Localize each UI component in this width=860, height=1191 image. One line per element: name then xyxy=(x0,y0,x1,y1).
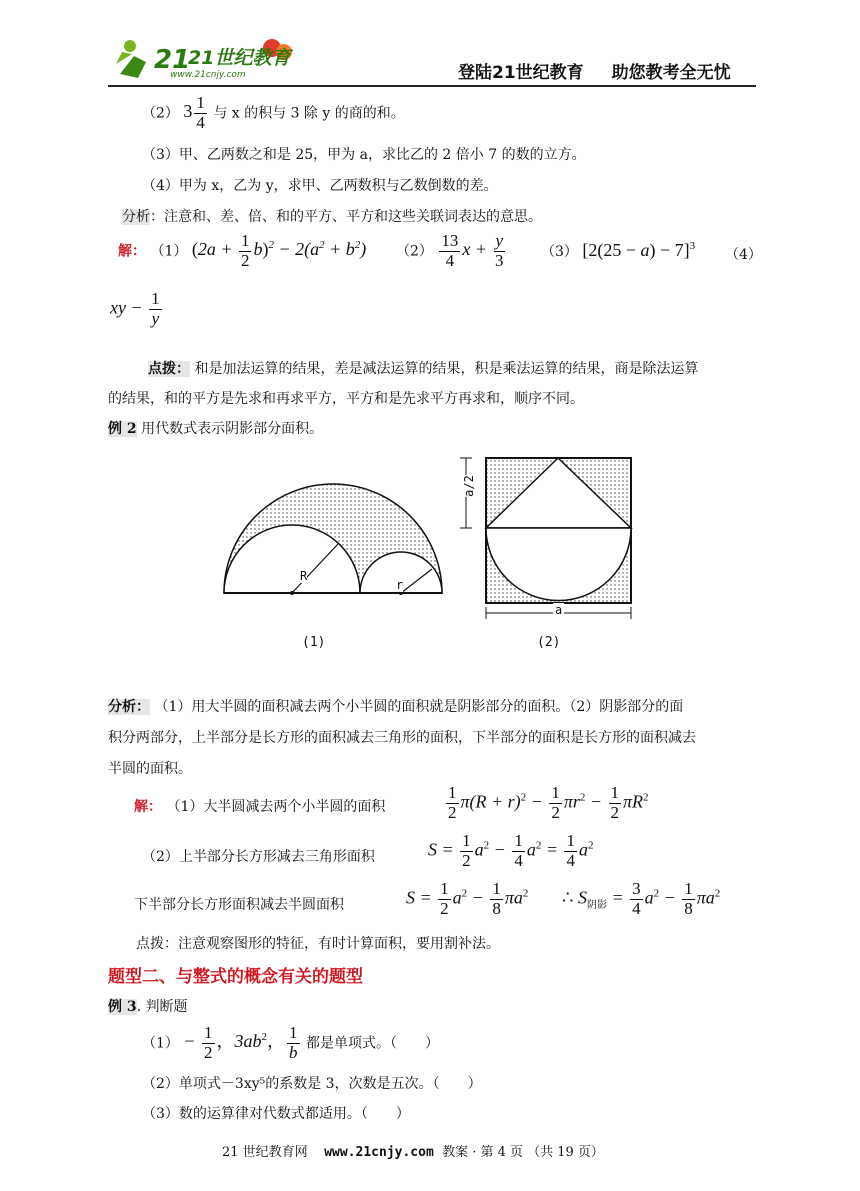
sol-expr-1: (2a + $\frac{1}{2}$ $b)^2 - 2(a^2 + b^2)$ xyxy=(191,231,367,270)
example-2-text: 用代数式表示阴影部分面积。 xyxy=(141,421,324,437)
judge-1-text: 都是单项式。（ ） xyxy=(305,1035,439,1052)
sol-expr-4: xy − $\frac{1}{y}$ xyxy=(110,289,160,328)
fig1-label-r: r xyxy=(396,578,404,592)
ex2-sol1-expr: $\frac{1}{2}$ $\pi(R + r)^2$ − $\frac{1}{2}$ $\pi r^2$ − $\frac{1}{2}$ $\pi R^2$ xyxy=(448,783,649,822)
judge-2: （2）单项式－3xy⁵的系数是 3，次数是五次。（ ） xyxy=(142,1076,482,1092)
solution-1 xyxy=(118,232,366,270)
analysis-1 xyxy=(122,206,542,226)
fig2-label-half: a/2 xyxy=(461,475,476,497)
ex2-sol3-expr: S = $\frac{1}{2}$ $a^2$ − $\frac{1}{8}$ $\pi a^2$ xyxy=(406,879,529,918)
analysis-text: ：注意和、差、倍、和的平方、平方和这些关联词表达的意思。 xyxy=(150,209,542,225)
fig2-caption: (2) xyxy=(537,635,561,650)
logo[interactable] xyxy=(112,34,302,86)
section-heading: 题型二、与整式的概念有关的题型 xyxy=(108,967,363,987)
fig2-label-a: a xyxy=(555,603,563,617)
question-2 xyxy=(142,94,405,132)
tip-text-1: 和是加法运算的结果，差是减法运算的结果，积是乘法运算的结果，商是除法运算 xyxy=(194,361,699,377)
svg-text:21: 21 xyxy=(154,45,191,75)
ex2-solution-label: 解： xyxy=(134,799,162,815)
solution-label: 解： xyxy=(118,243,146,260)
fig1-caption: (1) xyxy=(302,635,326,650)
mixed-number: 3 $\frac{1}{4}$ xyxy=(183,93,205,132)
fig2-half-den: 2 xyxy=(461,475,476,483)
ex2-sol3-text: 下半部分长方形面积减去半圆面积 xyxy=(134,897,344,913)
ex2-sol2-expr: S = $\frac{1}{2}$ $a^2$ − $\frac{1}{4}$ $a^2$ = $\frac{1}{4}$ $a^2$ xyxy=(428,831,594,870)
judge-1-expr: − $\frac{1}{2}$ ，$3ab^2$， $\frac{1}{b}$ xyxy=(183,1023,298,1062)
judge-3: （3）数的运算律对代数式都适用。（ ） xyxy=(142,1106,410,1122)
example-2 xyxy=(108,418,323,438)
ex2-sol1-text: （1）大半圆减去两个小半圆的面积 xyxy=(166,799,386,815)
analysis-2-label: 分析： xyxy=(108,699,150,715)
header-slogan xyxy=(458,58,759,83)
question-3: （3）甲、乙两数之和是 25，甲为 a，求比乙的 2 倍小 7 的数的立方。 xyxy=(142,147,586,163)
figure-2-square xyxy=(460,458,631,619)
solution-3 xyxy=(541,240,695,261)
judge-1 xyxy=(142,1024,439,1062)
footer-url[interactable]: www.21cnjy.com xyxy=(324,1145,434,1160)
header-rule xyxy=(108,85,756,87)
q2-text: 与 x 的积与 3 除 y 的商的和。 xyxy=(213,105,405,122)
question-4: （4）甲为 x，乙为 y，求甲、乙两数积与乙数倒数的差。 xyxy=(142,178,498,194)
analysis-2-line-1 xyxy=(108,696,683,716)
tip-label: 点拨： xyxy=(148,361,190,377)
solution-2 xyxy=(396,232,507,270)
ex2-sol2-text: （2）上半部分长方形减去三角形面积 xyxy=(142,849,375,865)
judge-1-number: （1） xyxy=(142,1035,179,1052)
analysis-2-line-2: 积分两部分，上半部分是长方形的面积减去三角形的面积，下半部分的面积是长方形的面积减去 xyxy=(108,730,696,746)
analysis-2-line-3: 半圆的面积。 xyxy=(108,761,192,777)
slogan-left: 登陆21世纪教育 xyxy=(458,63,584,83)
analysis-label: 分析 xyxy=(122,209,150,225)
sol-n2: （2） xyxy=(396,243,433,260)
fig2-half-num: a xyxy=(461,489,476,497)
footer-page-info: 教案 · 第 4 页 （共 19 页） xyxy=(442,1145,604,1160)
example-3-title: . 判断题 xyxy=(136,999,188,1015)
q2-number: （2） xyxy=(142,105,179,122)
sol-expr-2: $\frac{13}{4}$ x + $\frac{y}{3}$ xyxy=(441,231,504,270)
figures xyxy=(210,448,640,658)
ex2-solution-1 xyxy=(134,796,385,816)
tip-2: 的结果，和的平方是先求和再求平方，平方和是先求平方再求和，顺序不同。 xyxy=(108,391,584,407)
figure-1-semicircles xyxy=(224,484,442,595)
sol-expr-3: $[2(25 - a) - 7]^3$ xyxy=(582,240,696,260)
slogan-right: 助您教考全无忧 xyxy=(611,63,731,83)
shade-subscript: 阴影 xyxy=(586,899,607,911)
logo-text: 21世纪教育 xyxy=(188,47,291,69)
sol-n3: （3） xyxy=(541,244,578,260)
analysis-2-text-1: （1）用大半圆的面积减去两个小半圆的面积就是阴影部分的面积。（2）阴影部分的面 xyxy=(154,699,684,715)
example-2-label: 例 2 xyxy=(108,421,137,437)
logo-url: www.21cnjy.com xyxy=(170,70,246,80)
ex2-tip: 点拨：注意观察图形的特征，有时计算面积，要用割补法。 xyxy=(136,936,500,952)
ex2-therefore-expr: ∴ $S_{阴影}$ = $\frac{3}{4}$ $a^2$ − $\frac{1}{8}$ $\pi a^2$ xyxy=(562,879,721,918)
sol-n1: （1） xyxy=(150,243,188,260)
example-3-label: 例 3 xyxy=(108,999,137,1015)
tip-1 xyxy=(148,358,698,378)
sol-n4: （4） xyxy=(725,247,762,263)
footer xyxy=(222,1141,604,1160)
example-3 xyxy=(108,996,188,1016)
footer-site: 21 世纪教育网 xyxy=(222,1145,308,1160)
fig1-label-R: R xyxy=(300,569,308,583)
